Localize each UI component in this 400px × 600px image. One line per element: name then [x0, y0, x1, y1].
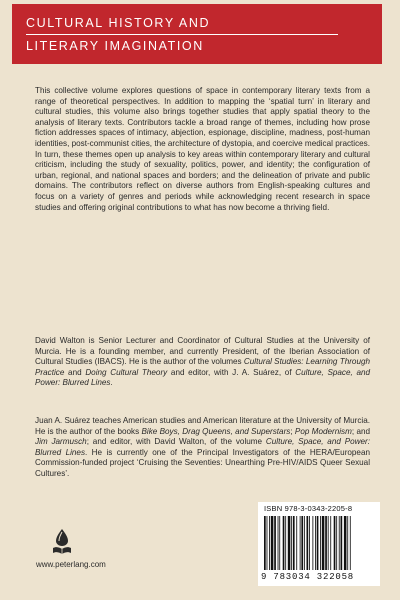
author-bio-walton: David Walton is Senior Lecturer and Coordinator of Cultural Studies at the University of Murcia. He is a founding member, and currently President, of the Iberian Association of Cultural Studies (IBACS). He is the author of the volumes Cultural Studies: Learning Through Practice and Doing Cultural Theory and editor, with J. A. Suárez, of Culture, Space, and Power: Blurred Lines.	[35, 336, 370, 388]
barcode-image	[262, 516, 376, 572]
series-title-line-1: CULTURAL HISTORY AND	[26, 15, 211, 30]
barcode-digits: 9 783034 322058	[261, 572, 355, 582]
series-title-line-2: LITERARY IMAGINATION	[26, 34, 338, 54]
publisher-website[interactable]: www.peterlang.com	[36, 560, 106, 569]
barcode-panel	[258, 502, 380, 586]
peter-lang-logo	[50, 528, 74, 556]
series-banner	[12, 4, 382, 64]
book-description: This collective volume explores questions of space in contemporary literary texts from a range of theoretical perspectives. In addition to mapping the ‘spatial turn’ in literary and cultural studies, this volume also brings together studies that apply spatial theory to the analysis of literary texts. Contributors tackle a broad range of themes, including how prose fiction addresses spaces of intimacy, abjection, espionage, discipline, madness, post-human identities, post-communist cities, the architecture of dystopia, and coercive medical practices. In turn, these themes open up analysis to key areas within contemporary literary and cultural criticism, including the study of sexuality, politics, power, and identity; the configuration of urban, regional, and national spaces and borders; and the delineation of private and public domains. The contributors reflect on diverse authors from English-speaking cultures and focus on a variety of genres and periods while acknowledging recent research in space studies and offering original contributions to what has now become a thriving field.	[35, 86, 370, 212]
isbn-label: ISBN 978-3-0343-2205-8	[264, 504, 353, 513]
author-bio-suarez: Juan A. Suárez teaches American studies and American literature at the University of Murcia. He is the author of the books Bike Boys, Drag Queens, and Superstars; Pop Modernism; and Jim Jarmusch; and editor, with David Walton, of the volume Culture, Space, and Power: Blurred Lines. He is currently one of the Principal Investigators of the HERA/European Commission-funded project ‘Cruising the Seventies: Unearthing Pre-HIV/AIDS Queer Sexual Cultures’.	[35, 416, 370, 478]
